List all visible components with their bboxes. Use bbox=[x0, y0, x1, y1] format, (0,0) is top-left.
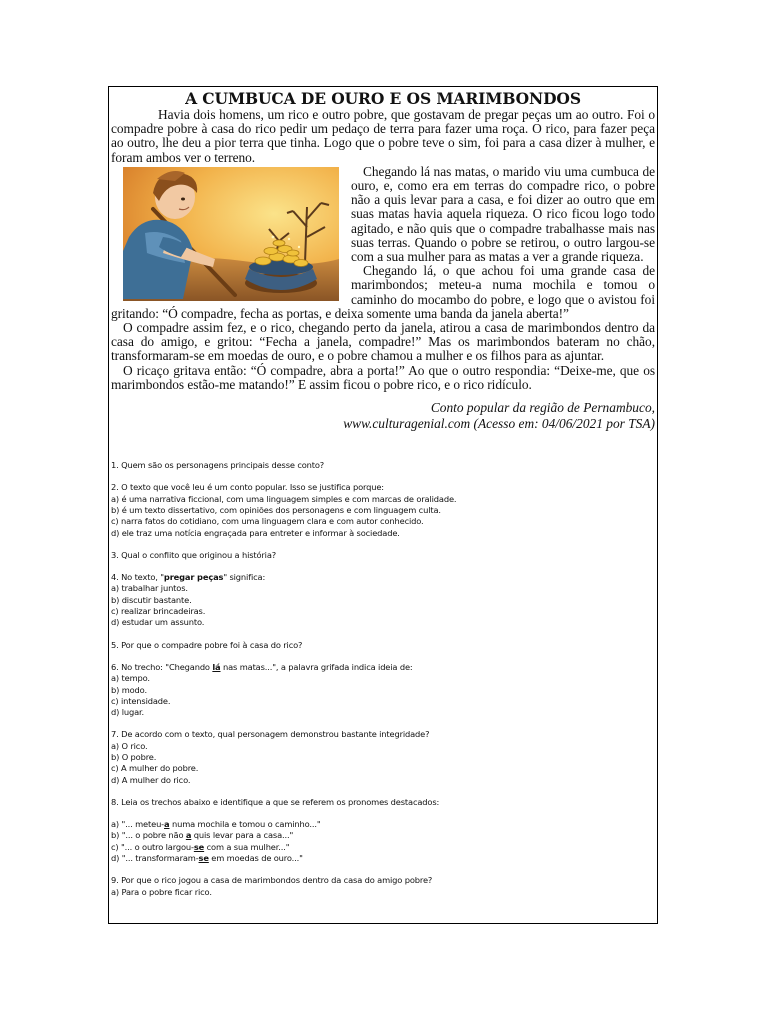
question-9-stem: 9. Por que o rico jogou a casa de marimbondos dentro da casa do amigo pobre? bbox=[111, 875, 433, 886]
question-6 bbox=[111, 662, 655, 718]
boy-with-gold-bowl-illustration bbox=[123, 167, 339, 301]
question-6-option-b: b) modo. bbox=[111, 684, 147, 695]
question-4-stem-post: " significa: bbox=[223, 572, 266, 583]
question-2-stem: 2. O texto que você leu é um conto popular. Isso se justifica porque: bbox=[111, 482, 384, 493]
question-8-option-b-pre: b) "... o pobre não bbox=[111, 830, 186, 841]
question-8-option-d-pronoun: se bbox=[198, 853, 209, 864]
story-paragraph-4-text: O compadre assim fez, e o rico, chegando perto da janela, atirou a casa de marimbondos dentro da casa do amigo, e gritou: “Fecha a janela, compadre!” Mas os marimbondos bateram no chão, transformaram-se em moedas de ouro, e o pobre chamou a mulher e os filhos para as ajuntar. bbox=[111, 320, 655, 364]
question-2 bbox=[111, 482, 655, 538]
question-4-option-b: b) discutir bastante. bbox=[111, 594, 192, 605]
question-8-option-d-post: em moedas de ouro..." bbox=[208, 853, 303, 864]
question-6-option-a: a) tempo. bbox=[111, 673, 150, 684]
question-6-stem bbox=[111, 662, 655, 673]
question-8-option-c-pre: c) "... o outro largou- bbox=[111, 841, 194, 852]
question-7-stem: 7. De acordo com o texto, qual personagem demonstrou bastante integridade? bbox=[111, 729, 430, 740]
question-1 bbox=[111, 460, 655, 471]
question-6-option-c: c) intensidade. bbox=[111, 695, 171, 706]
story-text bbox=[111, 108, 655, 392]
story-paragraph-4 bbox=[111, 321, 655, 364]
question-2-option-a: a) é uma narrativa ficcional, com uma linguagem simples e com marcas de oralidade. bbox=[111, 493, 457, 504]
question-4-option-a: a) trabalhar juntos. bbox=[111, 583, 188, 594]
question-7-option-d: d) A mulher do rico. bbox=[111, 774, 191, 785]
question-4-stem bbox=[111, 572, 655, 583]
question-8-option-a-post: numa mochila e tomou o caminho..." bbox=[169, 819, 321, 830]
question-7-option-a: a) O rico. bbox=[111, 740, 148, 751]
story-paragraph-5 bbox=[111, 364, 655, 392]
question-4-stem-pre: 4. No texto, " bbox=[111, 572, 164, 583]
source-line-1: Conto popular da região de Pernambuco, bbox=[430, 400, 655, 416]
question-4-option-d: d) estudar um assunto. bbox=[111, 617, 205, 628]
question-8 bbox=[111, 797, 655, 864]
question-9-option-a: a) Para o pobre ficar rico. bbox=[111, 886, 212, 897]
question-6-option-d: d) lugar. bbox=[111, 707, 144, 718]
question-7-option-c: c) A mulher do pobre. bbox=[111, 763, 199, 774]
question-5 bbox=[111, 640, 655, 651]
question-3-text: 3. Qual o conflito que originou a história? bbox=[111, 549, 277, 560]
question-7-option-b: b) O pobre. bbox=[111, 752, 157, 762]
question-6-stem-pre: 6. No trecho: "Chegando bbox=[111, 661, 213, 672]
story-paragraph-2-text: Chegando lá nas matas, o marido viu uma cumbuca de ouro, e, como era em terras do compadre rico, o pobre não a quis levar para a casa, e foi dizer ao outro que em suas matas havia aquela riqueza. O rico ficou logo todo agitado, e não quis que o compadre trabalhasse mais nas suas terras. Quando o pobre se retirou, o outro largou-se com a sua mulher para as matas a ver a grande riqueza. bbox=[351, 163, 655, 265]
question-8-option-b-post: quis levar para a casa..." bbox=[191, 830, 294, 841]
source-line-2: www.culturagenial.com (Acesso em: 04/06/2021 por TSA) bbox=[343, 416, 655, 432]
question-8-option-a-pre: a) "... meteu- bbox=[111, 819, 165, 830]
question-5-text: 5. Por que o compadre pobre foi à casa do rico? bbox=[111, 639, 303, 650]
source-citation bbox=[111, 400, 655, 432]
question-8-option-c-post: com a sua mulher..." bbox=[204, 841, 290, 852]
questions-section bbox=[111, 460, 655, 898]
question-4 bbox=[111, 572, 655, 628]
question-2-option-d: d) ele traz uma notícia engraçada para entreter e informar à sociedade. bbox=[111, 527, 400, 538]
question-4-option-c: c) realizar brincadeiras. bbox=[111, 606, 206, 617]
question-2-option-b: b) é um texto dissertativo, com opiniões dos personagens e com linguagem culta. bbox=[111, 504, 441, 515]
question-8-option-c bbox=[111, 842, 655, 853]
question-8-spacer bbox=[111, 808, 655, 819]
story-paragraph-1 bbox=[111, 108, 655, 165]
question-8-option-d-pre: d) "... transformaram- bbox=[111, 853, 199, 864]
question-3 bbox=[111, 550, 655, 561]
story-paragraph-3-text: Chegando lá, o que achou foi uma grande casa de marimbondos; meteu-a numa mochila e tomou o caminho do mocambo do pobre, e logo que o avistou foi gritando: “Ó compadre, fecha as portas, e deixa somente uma banda da janela aberta!” bbox=[111, 263, 655, 321]
question-4-stem-keyword: pregar peças bbox=[163, 572, 224, 583]
question-9 bbox=[111, 875, 655, 898]
question-8-option-b-pronoun: a bbox=[185, 830, 192, 841]
question-8-option-c-pronoun: se bbox=[193, 841, 205, 852]
question-8-option-d bbox=[111, 853, 655, 864]
question-6-stem-keyword: lá bbox=[212, 661, 221, 672]
story-title: A CUMBUCA DE OURO E OS MARIMBONDOS bbox=[185, 89, 581, 108]
question-8-option-b bbox=[111, 830, 655, 841]
question-8-option-a bbox=[111, 819, 655, 830]
question-8-option-a-pronoun: a bbox=[164, 819, 170, 830]
question-6-stem-post: nas matas...", a palavra grifada indica ideia de: bbox=[220, 661, 413, 672]
question-7 bbox=[111, 729, 655, 785]
question-8-stem: 8. Leia os trechos abaixo e identifique a que se referem os pronomes destacados: bbox=[111, 796, 440, 807]
story-paragraph-1-text: Havia dois homens, um rico e outro pobre, que gostavam de pregar peças um ao outro. Foi o compadre pobre à casa do rico pedir um pedaço de terra para fazer uma roça. O rico, para fazer peça ao outro, lhe deu a pior terra que tinha. Logo que o pobre teve o sim, foi para a casa dizer à mulher, e foram ambos ver o terreno. bbox=[111, 107, 655, 165]
question-1-text: 1. Quem são os personagens principais desse conto? bbox=[111, 460, 325, 471]
worksheet-frame bbox=[108, 86, 658, 924]
question-2-option-c: c) narra fatos do cotidiano, com uma linguagem clara e com autor conhecido. bbox=[111, 516, 424, 527]
story-paragraph-5-text: O ricaço gritava então: “Ó compadre, abra a porta!” Ao que o outro respondia: “Deixe-me, que os marimbondos estão-me matando!” E assim ficou o pobre rico, e o rico ridículo. bbox=[111, 362, 655, 392]
